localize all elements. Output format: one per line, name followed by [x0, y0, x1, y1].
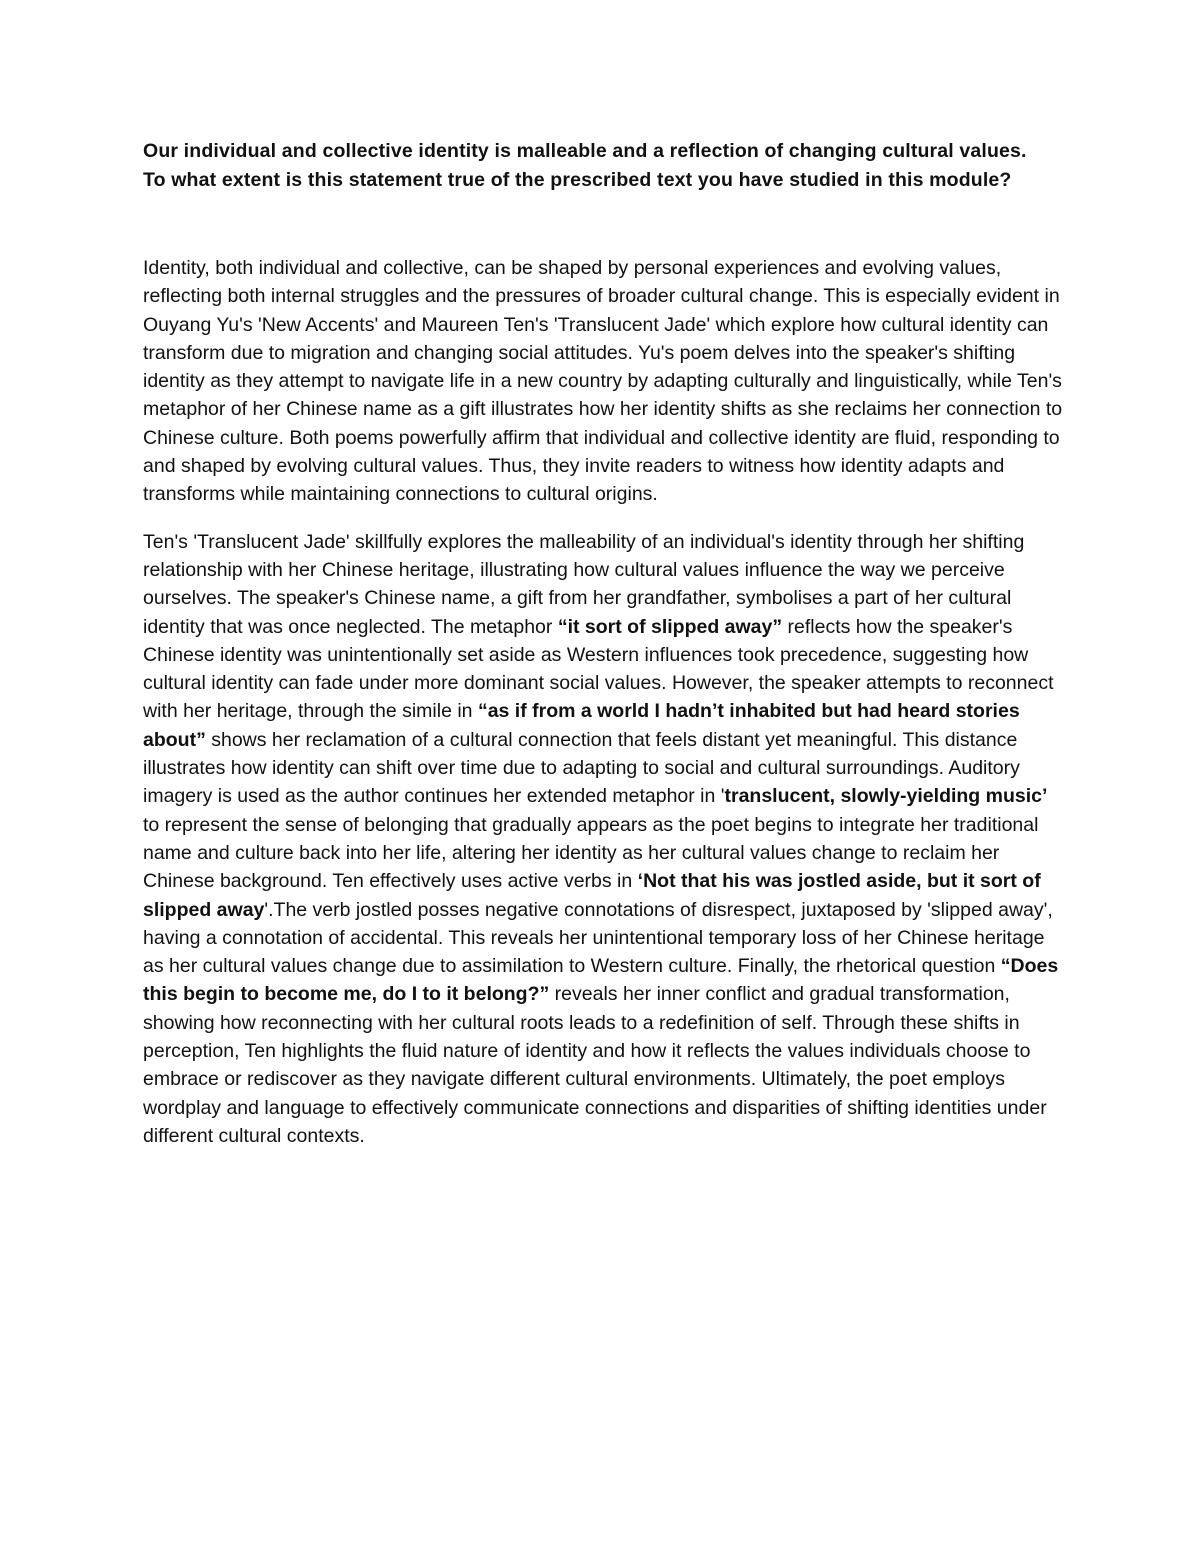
- quote-bold: translucent, slowly-yielding music’: [724, 785, 1048, 808]
- document-page: [143, 137, 1063, 1169]
- essay-body: [143, 254, 1063, 1150]
- prompt-question: To what extent is this statement true of the prescribed text you have studied in this module?: [143, 169, 1012, 191]
- paragraph-text: '.The verb jostled posses negative connotations of disrespect, juxtaposed by 'slipped away', having a connotation of accidental. This reveals her unintentional temporary loss of her Chinese heritage as her cultural values change due to assimilation to Western culture. Finally, the rhetorical question: [143, 898, 1053, 978]
- paragraph-text: reveals her inner conflict and gradual transformation, showing how reconnecting with her cultural roots leads to a redefinition of self. Through these shifts in perception, Ten highlights the fluid nature of identity and how it reflects the values individuals choose to embrace or rediscover as they navigate different cultural environments. Ultimately, the poet employs wordplay and language to effectively communicate connections and disparities of shifting identities under different cultural contexts.: [143, 983, 1047, 1147]
- quote-bold: “it sort of slipped away”: [557, 615, 783, 638]
- essay-prompt: [143, 137, 1063, 195]
- paragraph-text: reflects how the speaker's Chinese identity was unintentionally set aside as Western influences took precedence, suggesting how cultural identity can fade under more dominant social values. However, the speaker attempts to reconnect with her heritage, through the simile in: [143, 615, 1054, 723]
- paragraph-text: Ten's 'Translucent Jade' skillfully explores the malleability of an individual's identity through her shifting relationship with her Chinese heritage, illustrating how cultural values influence the way we perceive ourselves. The speaker's Chinese name, a gift from her grandfather, symbolises a part of her cultural identity that was once neglected. The metaphor: [143, 530, 1025, 638]
- paragraph-text: to represent the sense of belonging that gradually appears as the poet begins to integrate her traditional name and culture back into her life, altering her identity as her cultural values change to reclaim her Chinese background. Ten effectively uses active verbs in: [143, 813, 1039, 893]
- body-paragraph: [143, 528, 1063, 1151]
- quote-bold: “Does this begin to become me, do I to it belong?”: [143, 955, 1059, 1006]
- prompt-statement: Our individual and collective identity is malleable and a reflection of changing cultural values.: [143, 140, 1027, 162]
- quote-bold: ‘Not that his was jostled aside, but it sort of slipped away: [143, 870, 1041, 921]
- introduction-paragraph: Identity, both individual and collective, can be shaped by personal experiences and evolving values, reflecting both internal struggles and the pressures of broader cultural change. This is especially evident in Ouyang Yu's 'New Accents' and Maureen Ten's 'Translucent Jade' which explore how cultural identity can transform due to migration and changing social attitudes. Yu's poem delves into the speaker's shifting identity as they attempt to navigate life in a new country by adapting culturally and linguistically, while Ten's metaphor of her Chinese name as a gift illustrates how her identity shifts as she reclaims her connection to Chinese culture. Both poems powerfully affirm that individual and collective identity are fluid, responding to and shaped by evolving cultural values. Thus, they invite readers to witness how identity adapts and transforms while maintaining connections to cultural origins.: [143, 257, 1063, 506]
- quote-bold: “as if from a world I hadn’t inhabited but had heard stories about”: [143, 700, 1020, 751]
- paragraph-text: shows her reclamation of a cultural connection that feels distant yet meaningful. This distance illustrates how identity can shift over time due to adapting to social and cultural surroundings. Auditory imagery is used as the author continues her extended metaphor in ': [143, 728, 1020, 808]
